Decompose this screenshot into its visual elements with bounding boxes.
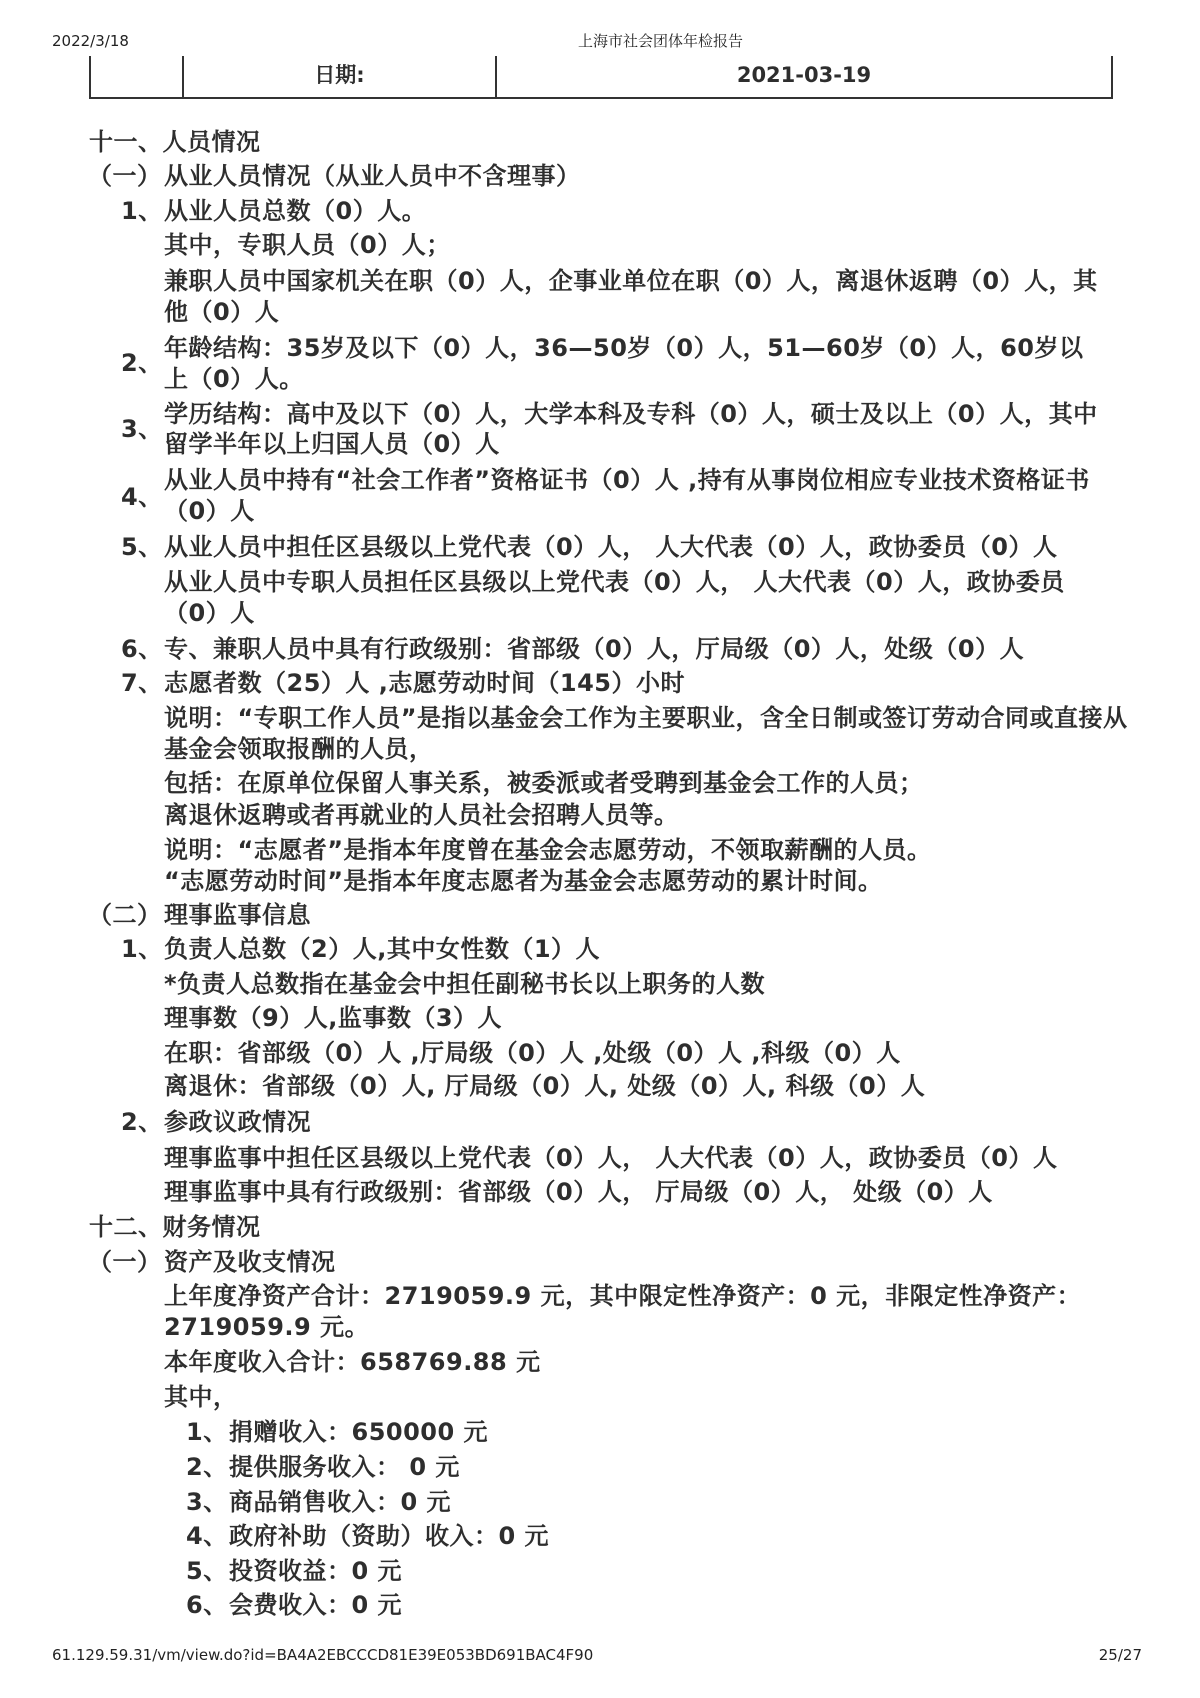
staff-item-number: 2、 — [121, 349, 163, 377]
subsection-number: （二） — [88, 901, 162, 929]
staff-item-text-line: 从业人员总数（0）人。 — [164, 197, 427, 225]
staff-item-text-line: 从业人员中专职人员担任区县级以上党代表（0）人， 人大代表（0）人，政协委员 — [164, 568, 1065, 596]
staff-item-text-line: 兼职人员中国家机关在职（0）人，企事业单位在职（0）人，离退休返聘（0）人，其 — [164, 267, 1098, 295]
staff-note-line: 包括：在原单位保留人事关系，被委派或者受聘到基金会工作的人员； — [164, 769, 924, 797]
finance-text-line: 本年度收入合计：658769.88 元 — [164, 1348, 541, 1376]
income-item-number: 6、 — [186, 1591, 228, 1619]
section-heading-personnel: 十一、人员情况 — [89, 128, 261, 156]
subsection-heading-staff: 从业人员情况（从业人员中不含理事） — [164, 162, 581, 190]
income-item-text: 投资收益：0 元 — [229, 1557, 403, 1585]
income-item-text: 捐赠收入：650000 元 — [229, 1418, 489, 1446]
directors-item-text-line: 离退休：省部级（0）人, 厅局级（0）人, 处级（0）人, 科级（0）人 — [164, 1072, 926, 1100]
income-item-text: 提供服务收入： 0 元 — [229, 1453, 460, 1481]
staff-item-number: 5、 — [121, 533, 163, 561]
staff-item-text-line: 学历结构：高中及以下（0）人，大学本科及专科（0）人，硕士及以上（0）人，其中 — [164, 400, 1098, 428]
income-item-number: 1、 — [186, 1418, 228, 1446]
income-item-number: 3、 — [186, 1488, 228, 1516]
staff-item-number: 6、 — [121, 635, 163, 663]
income-item-text: 商品销售收入：0 元 — [229, 1488, 452, 1516]
staff-note-line: “志愿劳动时间”是指本年度志愿者为基金会志愿劳动的累计时间。 — [164, 867, 883, 895]
finance-text-line: 上年度净资产合计：2719059.9 元，其中限定性净资产：0 元，非限定性净资产： — [164, 1282, 1082, 1310]
income-item-text: 政府补助（资助）收入：0 元 — [229, 1522, 550, 1550]
staff-item-text-line: 其中，专职人员（0）人； — [164, 231, 451, 259]
staff-item-text-line: （0）人 — [164, 497, 255, 525]
finance-text-line: 2719059.9 元。 — [164, 1313, 370, 1341]
staff-item-text-line: 从业人员中持有“社会工作者”资格证书（0）人 ,持有从事岗位相应专业技术资格证书 — [164, 466, 1090, 494]
staff-item-text-line: （0）人 — [164, 599, 255, 627]
subsection-heading-assets: 资产及收支情况 — [164, 1248, 336, 1276]
directors-item-number: 2、 — [121, 1108, 163, 1136]
date-row-table — [89, 56, 1113, 99]
staff-item-number: 7、 — [121, 669, 163, 697]
print-footer-url: 61.129.59.31/vm/view.do?id=BA4A2EBCCCD81E39E053BD691BAC4F90 — [52, 1646, 594, 1664]
directors-item-text-line: *负责人总数指在基金会中担任副秘书长以上职务的人数 — [164, 970, 766, 998]
staff-item-text-line: 他（0）人 — [164, 298, 280, 326]
staff-item-text-line: 从业人员中担任区县级以上党代表（0）人， 人大代表（0）人，政协委员（0）人 — [164, 533, 1058, 561]
staff-item-text-line: 专、兼职人员中具有行政级别：省部级（0）人，厅局级（0）人，处级（0）人 — [164, 635, 1025, 663]
directors-item-text-line: 理事监事中担任区县级以上党代表（0）人， 人大代表（0）人，政协委员（0）人 — [164, 1144, 1058, 1172]
income-item-number: 2、 — [186, 1453, 228, 1481]
staff-item-number: 1、 — [121, 197, 163, 225]
print-page-number: 25/27 — [1098, 1646, 1142, 1664]
income-item-text: 会费收入：0 元 — [229, 1591, 403, 1619]
subsection-number: （一） — [88, 162, 162, 190]
subsection-number: （一） — [88, 1248, 162, 1276]
staff-item-text-line: 上（0）人。 — [164, 365, 304, 393]
section-heading-finance: 十二、财务情况 — [89, 1213, 261, 1241]
directors-item-text-line: 理事监事中具有行政级别：省部级（0）人， 厅局级（0）人， 处级（0）人 — [164, 1178, 993, 1206]
directors-item-text-line: 负责人总数（2）人,其中女性数（1）人 — [164, 935, 601, 963]
finance-text-line: 其中， — [164, 1383, 238, 1411]
subsection-heading-directors: 理事监事信息 — [164, 901, 311, 929]
staff-item-text-line: 志愿者数（25）人 ,志愿劳动时间（145）小时 — [164, 669, 685, 697]
income-item-number: 5、 — [186, 1557, 228, 1585]
staff-note-line: 基金会领取报酬的人员， — [164, 735, 434, 763]
print-date: 2022/3/18 — [52, 32, 129, 50]
directors-item-text-line: 在职：省部级（0）人 ,厅局级（0）人 ,处级（0）人 ,科级（0）人 — [164, 1039, 901, 1067]
staff-note-line: 说明：“志愿者”是指本年度曾在基金会志愿劳动，不领取薪酬的人员。 — [164, 836, 932, 864]
date-value: 2021-03-19 — [736, 63, 872, 87]
directors-item-text-line: 理事数（9）人,监事数（3）人 — [164, 1004, 503, 1032]
directors-item-text-line: 参政议政情况 — [164, 1108, 311, 1136]
income-item-number: 4、 — [186, 1522, 228, 1550]
print-title: 上海市社会团体年检报告 — [578, 32, 744, 50]
staff-item-number: 3、 — [121, 415, 163, 443]
staff-item-text-line: 留学半年以上归国人员（0）人 — [164, 430, 500, 458]
staff-note-line: 离退休返聘或者再就业的人员社会招聘人员等。 — [164, 801, 679, 829]
staff-item-text-line: 年龄结构：35岁及以下（0）人，36—50岁（0）人，51—60岁（0）人，60岁以 — [164, 334, 1084, 362]
staff-note-line: 说明：“专职工作人员”是指以基金会工作为主要职业，含全日制或签订劳动合同或直接从 — [164, 704, 1128, 732]
date-label: 日期: — [314, 63, 365, 87]
staff-item-number: 4、 — [121, 483, 163, 511]
directors-item-number: 1、 — [121, 935, 163, 963]
